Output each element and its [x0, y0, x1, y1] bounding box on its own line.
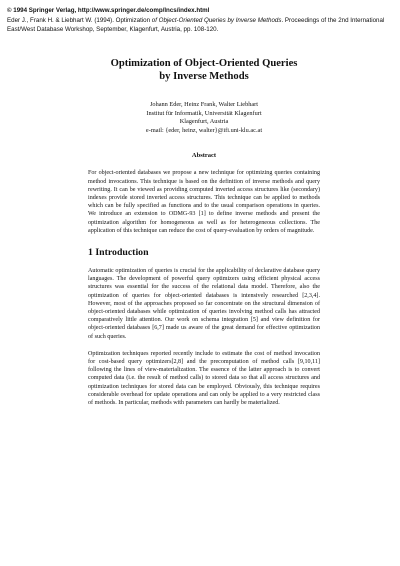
abstract-text: For object-oriented databases we propose a new technique for optimizing queries containing method invocations. This technique is based on the definition of inverse methods and query rewriting. It can be viewed as providing computed inverted access structures like (secondary) indexes provide stored inverted access structures. This technique can be applied to methods which can be fully specified as functions and to the usual comparison operations in queries. We introduce an extension to ODMG-93 [1] to define inverse methods and present the optimization algorithm for homogeneous as well as for heterogeneous collections. The application of this technique can reduce the cost of query-evaluation by orders of magnitude. [88, 170, 320, 234]
citation-suffix: . Proceedings of the 2nd International East/West Database Workshop, September, Klagenfurt, Austria, pp. 108-120. [7, 17, 385, 33]
author-names: Johann Eder, Heinz Frank, Walter Liebhart [149, 101, 259, 108]
author-email: e-mail: {eder, heinz, walter}@ifi.uni-klu.ac.at [145, 126, 263, 134]
paper-body [88, 58, 320, 407]
paper-title-line1: Optimization of Object-Oriented Queries [110, 58, 298, 69]
copyright-line: © 1994 Springer Verlag, http://www.springer.de/comp/lncs/index.html [7, 7, 210, 14]
citation-title: of Object-Oriented Queries by Inverse Methods [151, 17, 282, 24]
abstract-heading: Abstract [191, 152, 217, 160]
author-block [88, 101, 320, 135]
citation-prefix: Eder J., Frank H. & Liebhart W. (1994). Optimization [7, 17, 152, 24]
section-heading-introduction: 1 Introduction [88, 247, 149, 258]
intro-paragraph-2: Optimization techniques reported recently include to estimate the cost of method invocation for cost-based query optimizers[2,8] and the precomputation of method calls [9,10,11] following the lines of view-materialization. The essence of the latter approach is to convert computed data (i.e. the result of method calls) to stored data so that all access structures and optimization techniques for stored data can be employed. Obviously, this technique requires considerable overhead for update operations and can only be applied to a very restricted class of methods. In particular, methods with parameters can hardly be materialized. [88, 350, 320, 407]
author-location: Klagenfurt, Austria [179, 118, 229, 126]
author-institute: Institut für Informatik, Universität Klagenfurt [146, 109, 262, 117]
paper-title [88, 58, 320, 83]
citation-header [7, 6, 395, 34]
paper-title-line2: by Inverse Methods [159, 70, 249, 82]
citation-line [7, 16, 395, 34]
intro-paragraph-1: Automatic optimization of queries is crucial for the applicability of declarative database query languages. The development of powerful query optimizers using efficient physical access structures was essential for the success of the relational data model. Therefore, also the optimization of queries for object-oriented databases is intensively researched [2,3,4]. However, most of the approaches proposed so far concentrate on the structural dimension of object-oriented databases while optimization of queries involving method calls has attracted comparatively little attention. Our work on schema integration [5] and view definition for object-oriented databases [6,7] made us aware of the great demand for effective optimization of such queries. [88, 268, 320, 340]
